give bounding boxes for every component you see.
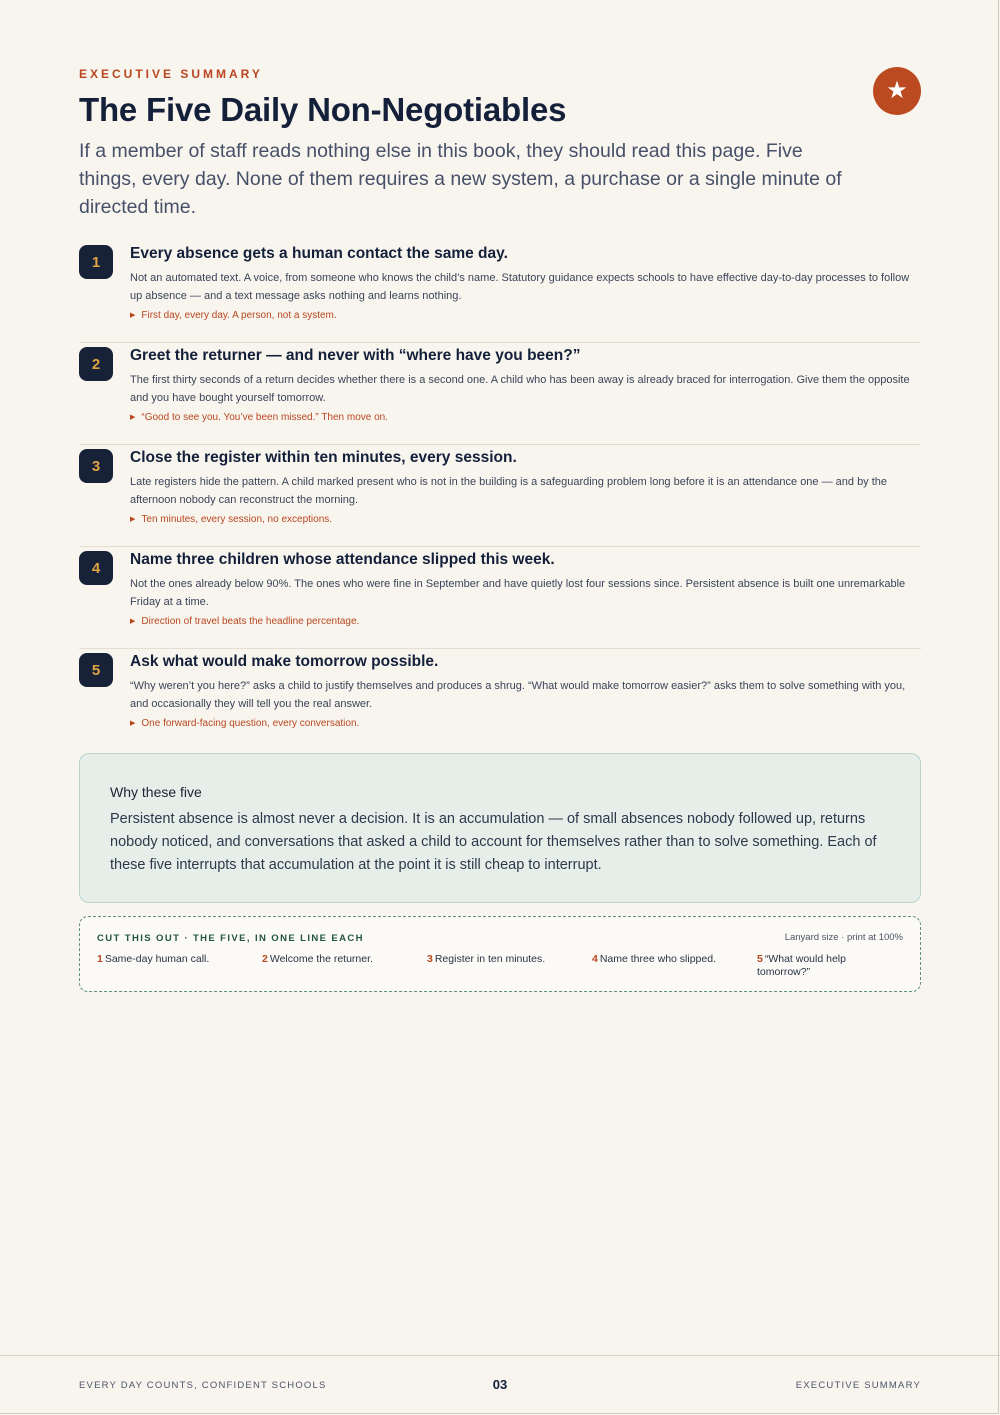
cut-out-number: 1: [97, 953, 103, 965]
list-item: [79, 343, 921, 445]
cut-out-text: Same-day human call.: [104, 953, 210, 965]
item-body: Not an automated text. A voice, from someone who knows the child’s name. Statutory guidance expects schools to have effective day-to-day processes to follow up absence — and a text message asks nothing and learns nothing.: [130, 272, 910, 302]
footer-book-title: EVERY DAY COUNTS, CONFIDENT SCHOOLS: [79, 1380, 327, 1391]
item-number-badge: 2: [79, 347, 113, 381]
item-cue: [130, 615, 921, 629]
item-cue-text: One forward-facing question, every conversation.: [141, 718, 360, 729]
item-heading: Ask what would make tomorrow possible.: [130, 653, 439, 670]
item-body: Late registers hide the pattern. A child marked present who is not in the building is a safeguarding problem long before it is an attendance one — and by the afternoon nobody can reconstruct the morning.: [130, 476, 888, 506]
item-number-badge: 5: [79, 653, 113, 687]
triangle-right-icon: ▶: [130, 516, 136, 523]
cut-out-text: Register in ten minutes.: [434, 953, 546, 965]
triangle-right-icon: ▶: [130, 414, 136, 421]
footer-divider: [0, 1355, 1000, 1356]
cut-out-card: [79, 916, 921, 992]
cut-out-number: 5: [757, 953, 763, 965]
item-heading: Close the register within ten minutes, every session.: [130, 449, 517, 466]
item-cue-text: Direction of travel beats the headline percentage.: [141, 616, 360, 627]
triangle-right-icon: ▶: [130, 312, 136, 319]
star-icon: ★: [873, 67, 921, 115]
list-item: [79, 241, 921, 343]
page-number: 03: [492, 1377, 508, 1392]
item-cue-text: “Good to see you. You’ve been missed.” Then move on.: [141, 412, 389, 423]
triangle-right-icon: ▶: [130, 618, 136, 625]
list-item: [79, 445, 921, 547]
cut-out-text: “What would help tomorrow?”: [757, 953, 846, 978]
page-lede: If a member of staff reads nothing else in this book, they should read this page. Five things, every day. None of them requires a new system, a purchase or a single minute of directed time.: [79, 140, 842, 218]
list-item: [79, 649, 921, 751]
item-body: “Why weren’t you here?” asks a child to justify themselves and produces a shrug. “What would make tomorrow easier?” asks them to solve something with you, and occasionally they will tell you the real answer.: [130, 680, 906, 710]
why-body: Persistent absence is almost never a decision. It is an accumulation — of small absences nobody followed up, returns nobody noticed, and conversations that asked a child to account for themselves rather than to solve something. Each of these five interrupts that accumulation at the point it is still cheap to interrupt.: [110, 811, 877, 873]
item-cue-text: Ten minutes, every session, no exceptions.: [141, 514, 333, 525]
cut-out-item: [592, 953, 742, 966]
item-cue: [130, 513, 921, 527]
item-body: Not the ones already below 90%. The ones who were fine in September and have quietly lost four sessions since. Persistent absence is built one unremarkable Friday at a time.: [130, 578, 906, 608]
cut-out-item: [97, 953, 247, 966]
item-heading: Greet the returner — and never with “where have you been?”: [130, 347, 581, 364]
item-cue: [130, 411, 921, 425]
item-number-badge: 3: [79, 449, 113, 483]
section-eyebrow: EXECUTIVE SUMMARY: [79, 67, 263, 81]
cut-out-item: [262, 953, 412, 966]
item-cue: [130, 717, 921, 731]
cut-out-number: 2: [262, 953, 268, 965]
item-heading: Name three children whose attendance slipped this week.: [130, 551, 555, 568]
cut-out-item: [757, 953, 877, 979]
item-heading: Every absence gets a human contact the same day.: [130, 245, 508, 262]
item-cue-text: First day, every day. A person, not a system.: [141, 310, 337, 321]
cut-out-item: [427, 953, 577, 966]
item-cue: [130, 309, 921, 323]
cut-out-title: CUT THIS OUT · THE FIVE, IN ONE LINE EACH: [97, 933, 364, 944]
page-title: The Five Daily Non-Negotiables: [79, 91, 567, 128]
footer-section-name: EXECUTIVE SUMMARY: [795, 1380, 921, 1391]
cut-out-note: Lanyard size · print at 100%: [784, 932, 903, 943]
list-item: [79, 547, 921, 649]
why-title: Why these five: [110, 784, 202, 800]
cut-out-number: 3: [427, 953, 433, 965]
why-these-five-panel: [79, 753, 921, 903]
item-body: The first thirty seconds of a return decides whether there is a second one. A child who has been away is already braced for interrogation. Give them the opposite and you have bought yourself tomorrow.: [130, 374, 910, 404]
item-number-badge: 1: [79, 245, 113, 279]
item-number-badge: 4: [79, 551, 113, 585]
non-negotiables-list: [79, 241, 921, 751]
cut-out-number: 4: [592, 953, 598, 965]
cut-out-text: Welcome the returner.: [269, 953, 373, 965]
triangle-right-icon: ▶: [130, 720, 136, 727]
cut-out-text: Name three who slipped.: [599, 953, 716, 965]
